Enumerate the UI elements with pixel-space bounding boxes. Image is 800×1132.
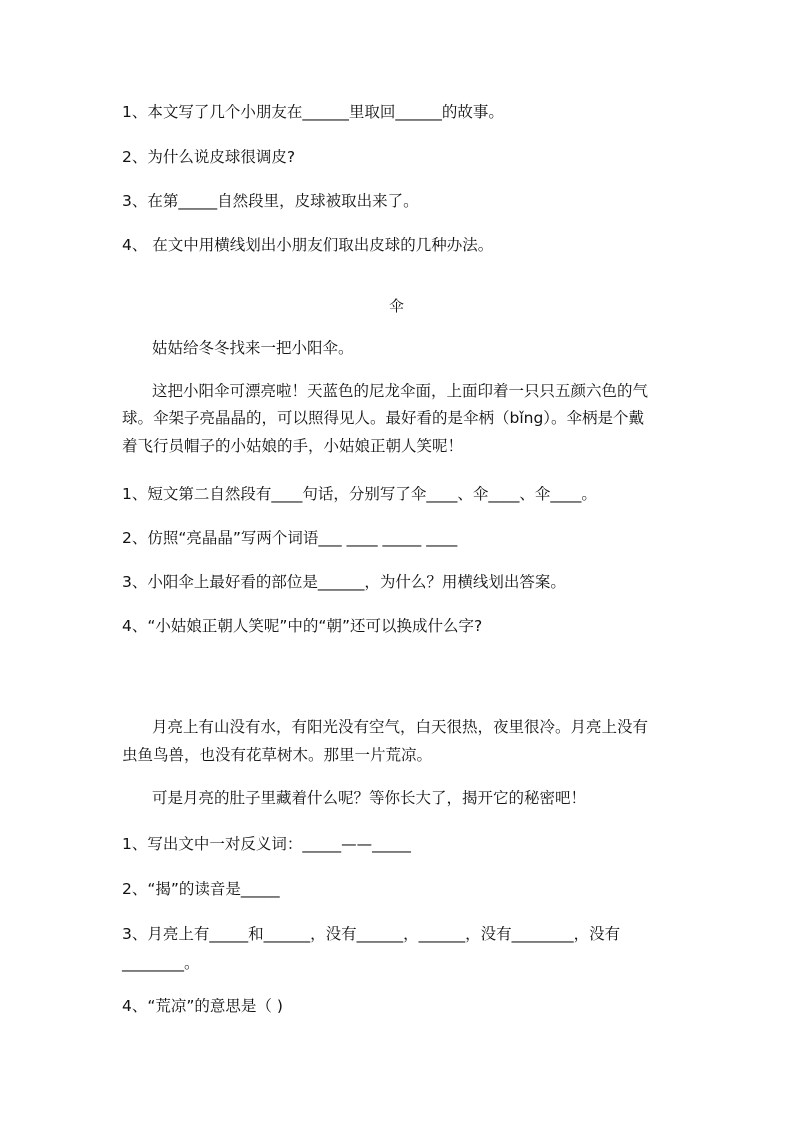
question-1-4: 4、 在文中用横线划出小朋友们取出皮球的几种办法。 (122, 236, 494, 254)
question-3-3-line-1: 3、月亮上有_____和______，没有______，______，没有________，没有 (122, 925, 621, 943)
question-3-1: 1、写出文中一对反义词：_____——_____ (122, 835, 411, 853)
paragraph-2-2-line-1: 这把小阳伞可漂亮啦！天蓝色的尼龙伞面，上面印着一只只五颜六色的气 (152, 382, 649, 400)
question-1-3: 3、在第_____自然段里，皮球被取出来了。 (122, 192, 419, 210)
paragraph-3-1-line-1: 月亮上有山没有水，有阳光没有空气，白天很热，夜里很冷。月亮上没有 (152, 718, 649, 736)
section-2-title: 伞 (389, 297, 405, 315)
question-3-2: 2、“揭”的读音是_____ (122, 880, 280, 898)
question-2-1: 1、短文第二自然段有____句话，分别写了伞____、伞____、伞____。 (122, 485, 597, 503)
paragraph-2-2-line-3: 着飞行员帽子的小姑娘的手，小姑娘正朝人笑呢！ (122, 437, 464, 455)
question-1-2: 2、为什么说皮球很调皮? (122, 148, 296, 166)
question-2-4: 4、“小姑娘正朝人笑呢”中的“朝”还可以换成什么字? (122, 617, 483, 635)
question-2-2: 2、仿照“亮晶晶”写两个词语___ ____ _____ ____ (122, 529, 458, 547)
question-3-3-line-2: ________。 (122, 954, 200, 972)
paragraph-2-1: 姑姑给冬冬找来一把小阳伞。 (152, 339, 354, 357)
paragraph-3-1-line-2: 虫鱼鸟兽，也没有花草树木。那里一片荒凉。 (122, 746, 433, 764)
question-2-3: 3、小阳伞上最好看的部位是______，为什么？用横线划出答案。 (122, 573, 566, 591)
question-1-1: 1、本文写了几个小朋友在______里取回______的故事。 (122, 103, 504, 121)
question-3-4: 4、“荒凉”的意思是（ ) (122, 997, 283, 1015)
paragraph-3-2: 可是月亮的肚子里藏着什么呢？等你长大了，揭开它的秘密吧！ (152, 789, 587, 807)
paragraph-2-2-line-2: 球。伞架子亮晶晶的，可以照得见人。最好看的是伞柄（bǐng）。伞柄是个戴 (122, 409, 645, 427)
